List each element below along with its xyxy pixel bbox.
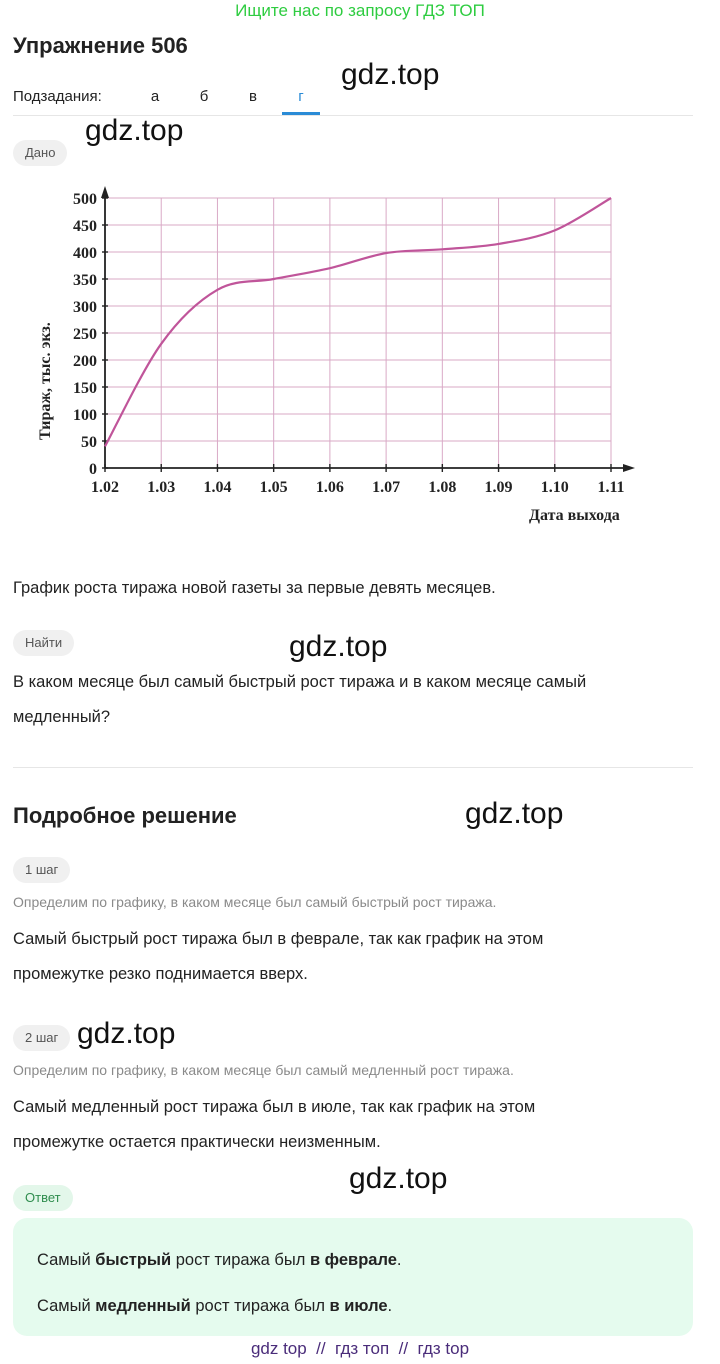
- search-banner: Ищите нас по запросу ГДЗ ТОП: [235, 1, 485, 20]
- x-tick-label: 1.02: [91, 479, 119, 496]
- x-axis-label: Дата выхода: [529, 507, 620, 524]
- subtask-b[interactable]: б: [199, 88, 209, 105]
- step-1-line2: промежутке резко поднимается вверх.: [13, 965, 308, 983]
- x-tick-label: 1.10: [540, 479, 569, 496]
- step-2-line1: Самый медленный рост тиража был в июле, так как график на этом: [13, 1098, 536, 1116]
- x-tick-label: 1.03: [147, 479, 176, 496]
- y-tick-label: 200: [73, 353, 97, 370]
- step-1-badge: 1 шаг: [13, 857, 70, 883]
- watermark: gdz.top: [341, 58, 440, 91]
- y-tick-label: 0: [89, 461, 97, 478]
- x-tick-label: 1.08: [428, 479, 457, 496]
- subtask-v[interactable]: в: [249, 88, 257, 105]
- step-2-line2: промежутке остается практически неизменным.: [13, 1133, 381, 1151]
- watermark: gdz.top: [465, 797, 564, 830]
- y-tick-label: 50: [81, 434, 97, 451]
- watermark: gdz.top: [85, 114, 184, 147]
- answer-badge: Ответ: [13, 1185, 73, 1211]
- y-tick-label: 300: [73, 299, 97, 316]
- given-badge: Дано: [13, 140, 67, 166]
- divider: [13, 767, 693, 768]
- step-1-hint: Определим по графику, в каком месяце был самый быстрый рост тиража.: [13, 894, 497, 910]
- y-tick-label: 250: [73, 326, 97, 343]
- watermark: gdz.top: [289, 630, 388, 663]
- find-badge: Найти: [13, 630, 74, 656]
- answer-line-1: Самый быстрый рост тиража был в феврале.: [37, 1251, 402, 1269]
- step-1-line1: Самый быстрый рост тиража был в феврале, так как график на этом: [13, 930, 544, 948]
- find-question-line1: В каком месяце был самый быстрый рост тиража и в каком месяце самый: [13, 673, 587, 691]
- subtasks-label: Подзадания:: [13, 88, 102, 105]
- answer-line-2: Самый медленный рост тиража был в июле.: [37, 1297, 393, 1315]
- x-tick-label: 1.07: [372, 479, 401, 496]
- x-tick-label: 1.06: [315, 479, 344, 496]
- page-title: Упражнение 506: [13, 33, 188, 58]
- circulation-chart: [13, 178, 678, 530]
- y-tick-label: 100: [73, 407, 97, 424]
- solution-heading: Подробное решение: [13, 803, 237, 828]
- footer-links: gdz top // гдз топ // гдз top: [250, 1339, 470, 1358]
- given-caption: График роста тиража новой газеты за первые девять месяцев.: [13, 579, 496, 597]
- subtask-a[interactable]: а: [150, 88, 160, 105]
- y-tick-label: 400: [73, 245, 97, 262]
- x-tick-label: 1.11: [597, 479, 625, 496]
- watermark: gdz.top: [349, 1162, 448, 1195]
- step-2-badge: 2 шаг: [13, 1025, 70, 1051]
- y-tick-label: 150: [73, 380, 97, 397]
- find-question-line2: медленный?: [13, 708, 111, 726]
- y-tick-label: 450: [73, 218, 97, 235]
- x-tick-label: 1.09: [484, 479, 513, 496]
- y-tick-label: 500: [73, 191, 97, 208]
- answer-box: [13, 1218, 693, 1336]
- y-tick-label: 350: [73, 272, 97, 289]
- x-tick-label: 1.04: [203, 479, 232, 496]
- y-axis-label: Тираж, тыс. экз.: [37, 322, 54, 440]
- step-2-hint: Определим по графику, в каком месяце был самый медленный рост тиража.: [13, 1062, 514, 1078]
- x-tick-label: 1.05: [259, 479, 288, 496]
- watermark: gdz.top: [77, 1017, 176, 1050]
- subtask-g[interactable]: г: [298, 88, 304, 105]
